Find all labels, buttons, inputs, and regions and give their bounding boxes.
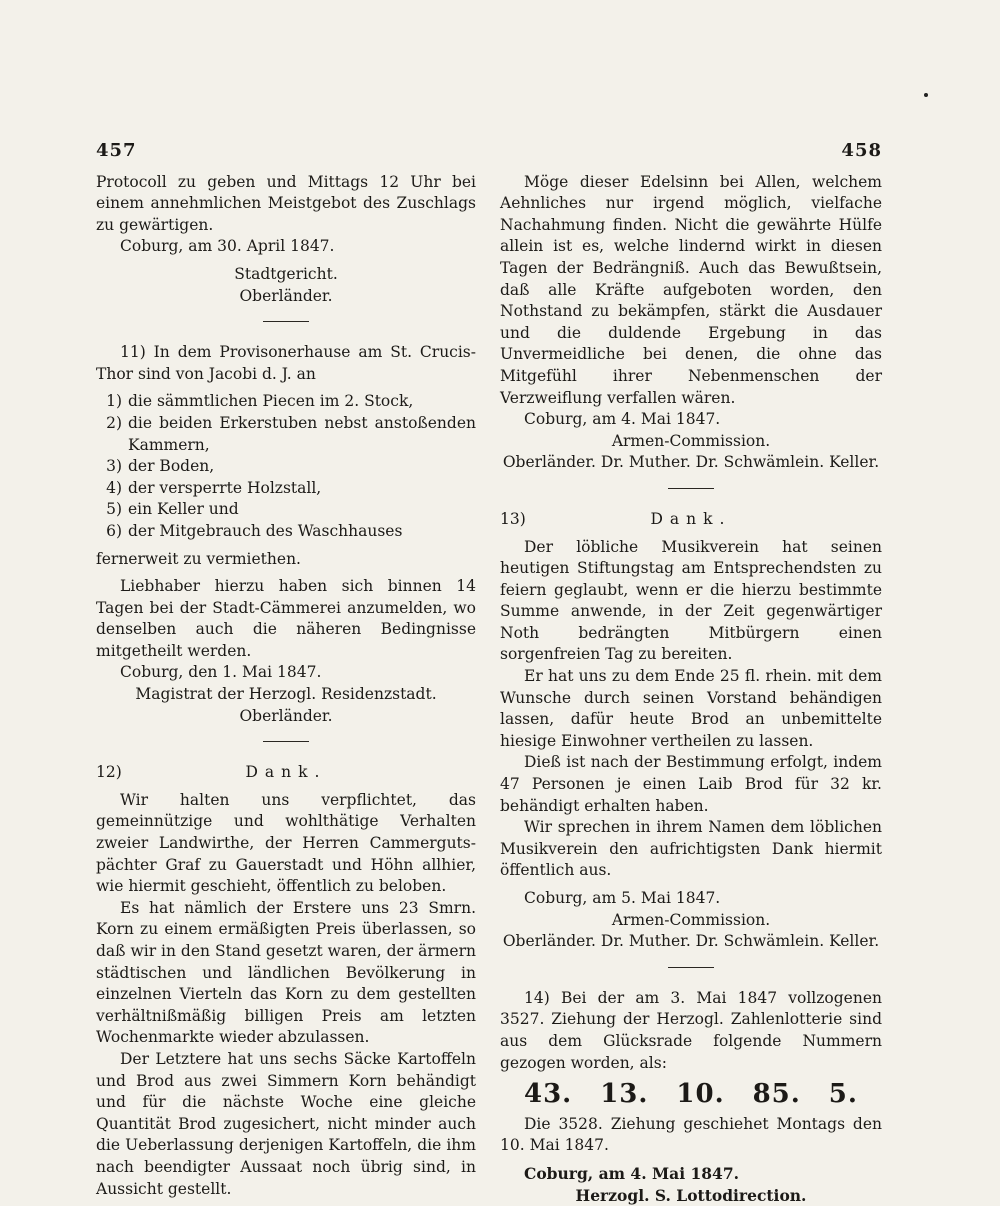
signature-name: Oberländer. <box>239 706 333 725</box>
notice-14-paragraph: 14) Bei der am 3. Mai 1847 vollzogenen 3527. Ziehung der Herzogl. Zahlenlotterie sind aus dem Glücksrade folgende Nummern gezogen worden, als: <box>500 988 882 1072</box>
list-item <box>96 391 476 413</box>
lottery-number: 13. <box>600 1079 649 1110</box>
date-line: Coburg, am 30. April 1847. <box>120 237 335 256</box>
left-column <box>96 140 476 1200</box>
signature-office: Magistrat der Herzogl. Residenzstadt. <box>135 685 437 704</box>
ink-dot <box>924 93 928 97</box>
page-number-left: 457 <box>96 140 137 161</box>
list-item <box>96 478 476 500</box>
signature-names: Oberländer. Dr. Muther. Dr. Schwämlein. Keller. <box>502 453 880 472</box>
separator-line <box>668 488 714 489</box>
lottery-number: 5. <box>828 1079 858 1110</box>
list-item <box>96 456 476 478</box>
notice-14-paragraph: Die 3528. Ziehung geschiehet Montags den 10. Mai 1847. <box>500 1114 882 1155</box>
protocol-text: Protocoll zu geben und Mittags 12 Uhr bei einem annehmlichen Meistgebot des Zuschlags zu gewärtigen. <box>96 172 476 234</box>
signature-office: Armen-Commission. <box>611 431 771 450</box>
list-item-text: die beiden Erkerstuben nebst anstoßenden Kammern, <box>128 413 476 454</box>
signature-office: Armen-Commission. <box>611 910 771 929</box>
list-item-text: die sämmtlichen Piecen im 2. Stock, <box>128 392 414 411</box>
list-item <box>96 413 476 456</box>
list-item <box>96 521 476 543</box>
notice-12-paragraph: Wir halten uns verpflichtet, das gemeinnützige und wohlthätige Verhalten zweier Landwirthe, der Herren Cammergutspächter Graf zu Gauerstadt und Höhn allhier, wie hiermit geschieht, öffentlich zu beloben. <box>96 790 476 896</box>
lottery-number: 43. <box>523 1079 573 1110</box>
list-item-number: 3) <box>106 457 122 476</box>
list-item-number: 4) <box>106 478 122 497</box>
notice-12-heading <box>96 762 476 784</box>
list-item-number: 2) <box>106 413 122 432</box>
list-item-text: ein Keller und <box>128 500 239 519</box>
page-number-right: 458 <box>841 140 882 161</box>
right-column <box>500 140 882 1206</box>
list-item-text: der versperrte Holzstall, <box>128 478 322 497</box>
notice-13-paragraph: Er hat uns zu dem Ende 25 fl. rhein. mit dem Wunsche durch seinen Vorstand behändigen lassen, dafür heute Brod an unbemittelte hiesige Einwohner vertheilen zu lassen. <box>500 667 882 750</box>
lottery-number: 10. <box>676 1079 725 1110</box>
notice-13-paragraph: Wir sprechen in ihrem Namen dem löblichen Musikverein den aufrichtigsten Dank hiermit öffentlich aus. <box>500 818 882 880</box>
list-item-number: 6) <box>106 521 122 540</box>
separator-line <box>263 741 309 742</box>
rental-list <box>96 391 476 542</box>
notice-number: 12) <box>96 763 122 782</box>
separator-line <box>668 967 714 968</box>
separator-line <box>263 321 309 322</box>
date-line: Coburg, den 1. Mai 1847. <box>120 663 322 682</box>
notice-13-paragraph: Dieß ist nach der Bestimmung erfolgt, indem 47 Personen je einen Laib Brod für 32 kr. behändigt erhalten haben. <box>500 753 882 815</box>
lottery-number: 85. <box>752 1079 801 1110</box>
notice-13-paragraph: Der löbliche Musikverein hat seinen heutigen Stiftungstag am Entsprechendsten zu feiern geglaubt, wenn er die hierzu bestimmte Summe anwende, in der Zeit gegenwärtiger Noth bedrängten Mitbürgern einen sorgenfreien Tag zu bereiten. <box>500 537 882 664</box>
notice-12-paragraph: Es hat nämlich der Erstere uns 23 Smrn. Korn zu einem ermäßigten Preis überlassen, so daß wir in den Stand gesetzt waren, der ärmern städtischen und ländlichen Bevölkerung in einzelnen Vierteln das Korn zu dem gestellten verhältnißmäßig billigen Preis am letzten Wochenmarkte wieder abzulassen. <box>96 898 476 1047</box>
date-line: Coburg, am 4. Mai 1847. <box>524 1163 740 1183</box>
notice-12-continuation: Möge dieser Edelsinn bei Allen, welchem Aehnliches nur irgend möglich, vielfache Nachahmung finden. Nicht die gewährte Hülfe allein ist es, welche lindernd wirkt in diesen Tagen der Bedrängniß. Auch das Bewußtsein, daß alle Kräfte aufgeboten worden, den Nothstand zu bekämpfen, stärkt die Ausdauer und die duldende Ergebung in das Unvermeidliche bei denen, die ohne das Mitgefühl ihrer Nebenmenschen der Verzweiflung verfallen wären. <box>500 172 882 407</box>
list-item-text: der Boden, <box>128 457 215 476</box>
notice-11-heading: 11) In dem Provisonerhause am St. Crucis-Thor sind von Jacobi d. J. an <box>96 343 476 383</box>
list-item <box>96 499 476 521</box>
rental-closing: fernerweit zu vermiethen. <box>96 549 301 568</box>
lottery-numbers <box>510 1079 872 1110</box>
signature-name: Oberländer. <box>239 286 333 305</box>
signature-office: Stadtgericht. <box>234 264 338 283</box>
signature-names: Oberländer. Dr. Muther. Dr. Schwämlein. Keller. <box>502 932 880 951</box>
list-item-number: 5) <box>106 500 122 519</box>
date-line: Coburg, am 4. Mai 1847. <box>524 410 721 429</box>
notice-11-body: Liebhaber hierzu haben sich binnen 14 Tagen bei der Stadt-Cämmerei anzumelden, wo denselben auch die näheren Bedingnisse mitgetheilt werden. <box>96 577 476 660</box>
signature-office: Herzogl. S. Lottodirection. <box>575 1185 807 1205</box>
notice-12-paragraph: Der Letztere hat uns sechs Säcke Kartoffeln und Brod aus zwei Simmern Korn behändigt und für die nächste Woche eine gleiche Quantität Brod zugesichert, nicht minder auch die Ueberlassung derjenigen Kartoffeln, die ihm nach beendigter Aussaat noch übrig sind, in Aussicht gestellt. <box>96 1049 476 1198</box>
notice-13-heading <box>500 509 882 531</box>
list-item-text: der Mitgebrauch des Waschhauses <box>128 521 403 540</box>
list-item-number: 1) <box>106 392 122 411</box>
notice-number: 13) <box>500 509 526 528</box>
notice-title: Dank. <box>245 763 327 782</box>
date-line: Coburg, am 5. Mai 1847. <box>524 889 721 907</box>
notice-title: Dank. <box>650 509 732 528</box>
